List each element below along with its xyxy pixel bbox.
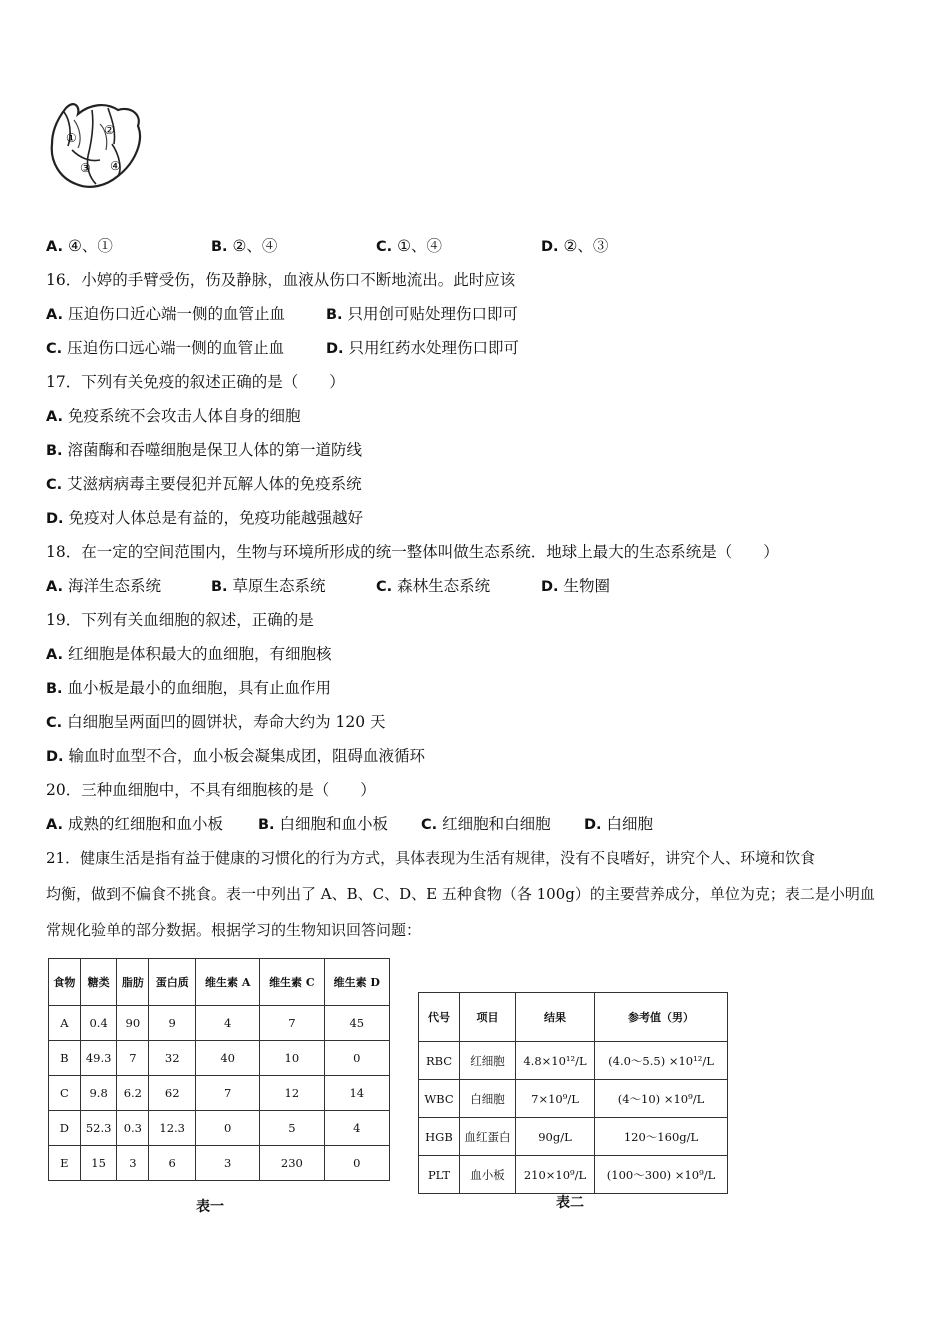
table-cell: 40 xyxy=(196,1041,260,1076)
q18-option-c: C. 森林生态系统 xyxy=(376,577,491,595)
table-cell: 0 xyxy=(196,1111,260,1146)
table-cell: 230 xyxy=(260,1146,324,1181)
q20-option-c: C. 红细胞和白细胞 xyxy=(421,815,551,833)
table-cell: 6.2 xyxy=(117,1076,149,1111)
table-row xyxy=(49,1041,390,1076)
q17-option-c: C. 艾滋病病毒主要侵犯并瓦解人体的免疫系统 xyxy=(46,475,362,493)
table-row xyxy=(49,1006,390,1041)
table-header-cell: 食物 xyxy=(49,959,81,1006)
q20-option-a: A. 成熟的红细胞和血小板 xyxy=(46,815,223,833)
table-cell: 45 xyxy=(324,1006,389,1041)
table-header-cell: 参考值（男） xyxy=(595,993,728,1042)
table-cell: 7 xyxy=(117,1041,149,1076)
table-cell: RBC xyxy=(419,1042,460,1080)
q19-stem: 19．下列有关血细胞的叙述，正确的是 xyxy=(46,611,314,629)
table-cell: HGB xyxy=(419,1118,460,1156)
table-cell: 32 xyxy=(149,1041,196,1076)
table-cell: 红细胞 xyxy=(460,1042,516,1080)
table-cell: 120～160g/L xyxy=(595,1118,728,1156)
table-cell: 49.3 xyxy=(80,1041,117,1076)
table-header-cell: 结果 xyxy=(516,993,595,1042)
table-cell: 血红蛋白 xyxy=(460,1118,516,1156)
table-header-cell: 维生素 C xyxy=(260,959,324,1006)
table-cell: 9.8 xyxy=(80,1076,117,1111)
table-cell: 12.3 xyxy=(149,1111,196,1146)
blood-test-table xyxy=(418,992,728,1194)
table-cell: 0.3 xyxy=(117,1111,149,1146)
table-cell: 4 xyxy=(196,1006,260,1041)
heart-label-3: ③ xyxy=(80,161,91,175)
table-cell: 14 xyxy=(324,1076,389,1111)
table-cell: A xyxy=(49,1006,81,1041)
q16-option-a: A. 压迫伤口近心端一侧的血管止血 xyxy=(46,305,285,323)
table-cell: 0.4 xyxy=(80,1006,117,1041)
table-cell: 7 xyxy=(260,1006,324,1041)
nutrition-table xyxy=(48,958,390,1181)
table-cell: 15 xyxy=(80,1146,117,1181)
q17-option-b: B. 溶菌酶和吞噬细胞是保卫人体的第一道防线 xyxy=(46,441,363,459)
heart-label-2: ② xyxy=(104,123,115,137)
table-cell: 血小板 xyxy=(460,1156,516,1194)
q20-option-b: B. 白细胞和血小板 xyxy=(258,815,389,833)
table-cell: 3 xyxy=(196,1146,260,1181)
q21-line-3: 常规化验单的部分数据。根据学习的生物知识回答问题： xyxy=(46,921,422,939)
table-cell: PLT xyxy=(419,1156,460,1194)
table-cell: (100～300) ×10⁹/L xyxy=(595,1156,728,1194)
table-cell: 0 xyxy=(324,1146,389,1181)
table-cell: 白细胞 xyxy=(460,1080,516,1118)
q16-option-b: B. 只用创可贴处理伤口即可 xyxy=(326,305,519,323)
q18-option-d: D. 生物圈 xyxy=(541,577,610,595)
q19-option-c: C. 白细胞呈两面凹的圆饼状，寿命大约为 120 天 xyxy=(46,713,386,731)
q16-stem: 16．小婷的手臂受伤，伤及静脉，血液从伤口不断地流出。此时应该 xyxy=(46,271,516,289)
table-header-cell: 项目 xyxy=(460,993,516,1042)
heart-label-4: ④ xyxy=(110,159,121,173)
q20-stem: 20．三种血细胞中，不具有细胞核的是（ ） xyxy=(46,781,376,799)
table-cell: 9 xyxy=(149,1006,196,1041)
table-cell: 90g/L xyxy=(516,1118,595,1156)
table-row xyxy=(419,1080,728,1118)
table-cell: D xyxy=(49,1111,81,1146)
q21-line-2: 均衡，做到不偏食不挑食。表一中列出了 A、B、C、D、E 五种食物（各 100g）的主要营养成分，单位为克；表二是小明血 xyxy=(46,885,875,903)
q21-line-1: 21．健康生活是指有益于健康的习惯化的行为方式，具体表现为生活有规律，没有不良嗜好，讲究个人、环境和饮食 xyxy=(46,849,816,867)
table-cell: 210×10⁹/L xyxy=(516,1156,595,1194)
q20-option-d: D. 白细胞 xyxy=(584,815,653,833)
q17-option-a: A. 免疫系统不会攻击人体自身的细胞 xyxy=(46,407,301,425)
q18-stem: 18．在一定的空间范围内，生物与环境所形成的统一整体叫做生态系统．地球上最大的生态系统是（ ） xyxy=(46,543,779,561)
table-header-cell: 代号 xyxy=(419,993,460,1042)
table-row xyxy=(419,1156,728,1194)
q17-option-d: D. 免疫对人体总是有益的，免疫功能越强越好 xyxy=(46,509,363,527)
table-header-cell: 脂肪 xyxy=(117,959,149,1006)
table-cell: 5 xyxy=(260,1111,324,1146)
table-row xyxy=(49,1146,390,1181)
table-row xyxy=(49,1111,390,1146)
q19-option-b: B. 血小板是最小的血细胞，具有止血作用 xyxy=(46,679,332,697)
q16-option-d: D. 只用红药水处理伤口即可 xyxy=(326,339,519,357)
table-cell: C xyxy=(49,1076,81,1111)
table-cell: 3 xyxy=(117,1146,149,1181)
table-cell: B xyxy=(49,1041,81,1076)
table-cell: 6 xyxy=(149,1146,196,1181)
q15-option-d: D. ②、③ xyxy=(541,237,609,255)
table-cell: 62 xyxy=(149,1076,196,1111)
table-header-cell: 维生素 A xyxy=(196,959,260,1006)
table-cell: (4～10) ×10⁹/L xyxy=(595,1080,728,1118)
q17-stem: 17．下列有关免疫的叙述正确的是（ ） xyxy=(46,373,345,391)
table-row xyxy=(49,1076,390,1111)
table-header-row xyxy=(419,993,728,1042)
q16-option-c: C. 压迫伤口远心端一侧的血管止血 xyxy=(46,339,285,357)
table-header-cell: 蛋白质 xyxy=(149,959,196,1006)
table-cell: 52.3 xyxy=(80,1111,117,1146)
table-cell: 4 xyxy=(324,1111,389,1146)
table-cell: 7×10⁹/L xyxy=(516,1080,595,1118)
table-header-cell: 糖类 xyxy=(80,959,117,1006)
table1-caption: 表一 xyxy=(196,1199,224,1215)
heart-diagram xyxy=(46,100,146,192)
heart-label-1: ① xyxy=(66,131,77,145)
table-cell: 0 xyxy=(324,1041,389,1076)
q19-option-d: D. 输血时血型不合，血小板会凝集成团，阻碍血液循环 xyxy=(46,747,425,765)
q19-option-a: A. 红细胞是体积最大的血细胞，有细胞核 xyxy=(46,645,332,663)
table-cell: 4.8×10¹²/L xyxy=(516,1042,595,1080)
q15-option-b: B. ②、④ xyxy=(211,237,278,255)
table-header-cell: 维生素 D xyxy=(324,959,389,1006)
table-cell: WBC xyxy=(419,1080,460,1118)
table-cell: (4.0～5.5) ×10¹²/L xyxy=(595,1042,728,1080)
table2-caption: 表二 xyxy=(556,1195,584,1211)
table-row xyxy=(419,1042,728,1080)
q18-option-a: A. 海洋生态系统 xyxy=(46,577,161,595)
table-cell: E xyxy=(49,1146,81,1181)
q18-option-b: B. 草原生态系统 xyxy=(211,577,326,595)
table-cell: 7 xyxy=(196,1076,260,1111)
table-row xyxy=(419,1118,728,1156)
table-cell: 90 xyxy=(117,1006,149,1041)
table-cell: 10 xyxy=(260,1041,324,1076)
table-header-row xyxy=(49,959,390,1006)
q15-option-a: A. ④、① xyxy=(46,237,113,255)
table-cell: 12 xyxy=(260,1076,324,1111)
q15-option-c: C. ①、④ xyxy=(376,237,442,255)
